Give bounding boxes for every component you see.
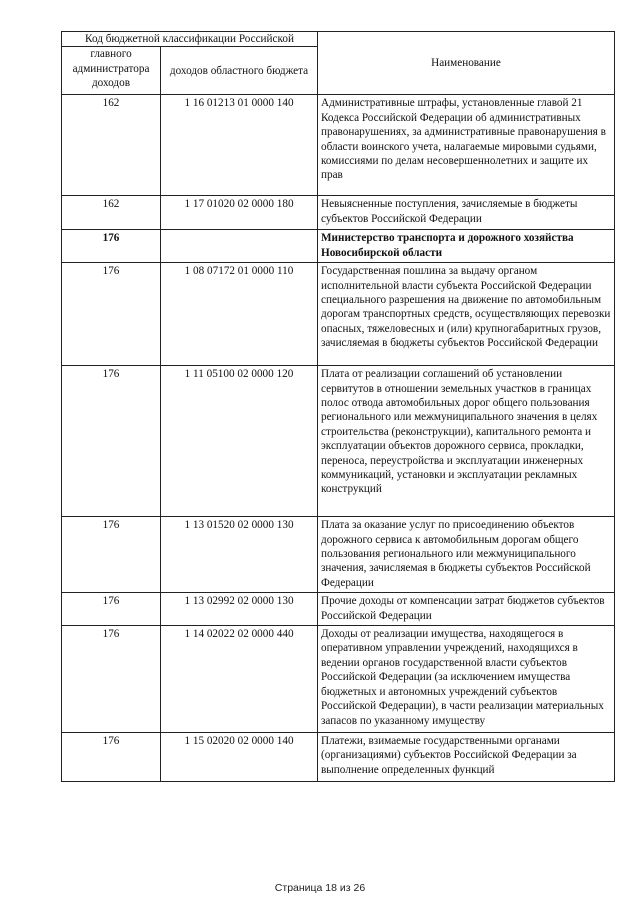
header-group-label: Код бюджетной классификации Российской [62, 32, 318, 47]
table-row-ministry [62, 230, 615, 263]
admin-code-cell: 162 [62, 196, 161, 230]
table-header [62, 32, 615, 95]
table-row [62, 95, 615, 196]
income-code-cell: 1 11 05100 02 0000 120 [161, 366, 318, 517]
admin-code-cell: 162 [62, 95, 161, 196]
admin-code-cell: 176 [62, 366, 161, 517]
income-code-cell: 1 16 01213 01 0000 140 [161, 95, 318, 196]
admin-code-cell: 176 [62, 230, 161, 263]
header-code-column: доходов областного бюджета [161, 47, 318, 95]
income-code-cell: 1 13 01520 02 0000 130 [161, 517, 318, 593]
income-name-cell: Платежи, взимаемые государственными органами (организациями) субъектов Российской Федерации за выполнение определенных функций [318, 733, 615, 782]
admin-code-cell: 176 [62, 733, 161, 782]
header-name-column: Наименование [318, 32, 615, 95]
admin-code-cell: 176 [62, 517, 161, 593]
table-row [62, 366, 615, 517]
page-number-footer: Страница 18 из 26 [274, 882, 366, 894]
table-row [62, 733, 615, 782]
income-code-cell: 1 15 02020 02 0000 140 [161, 733, 318, 782]
income-code-cell: 1 17 01020 02 0000 180 [161, 196, 318, 230]
table-row [62, 263, 615, 366]
income-code-cell: 1 13 02992 02 0000 130 [161, 593, 318, 626]
budget-classification-table [61, 31, 615, 782]
income-name-cell: Невыясненные поступления, зачисляемые в бюджеты субъектов Российской Федерации [318, 196, 615, 230]
income-name-cell: Доходы от реализации имущества, находящегося в оперативном управлении учреждений, находящихся в ведении органов государственной власти субъектов Российской Федерации (за исключением имущества бюджетных и автономных учреждений субъектов Российской Федерации), в части реализации материальных запасов по указанному имуществу [318, 626, 615, 733]
income-name-cell: Административные штрафы, установленные главой 21 Кодекса Российской Федерации об административных правонарушениях, за административные правонарушения в области воинского учета, налагаемые мировыми судьями, комиссиями по делам несовершеннолетних и защите их прав [318, 95, 615, 196]
admin-code-cell: 176 [62, 593, 161, 626]
income-code-cell: 1 14 02022 02 0000 440 [161, 626, 318, 733]
admin-code-cell: 176 [62, 626, 161, 733]
ministry-name-cell: Министерство транспорта и дорожного хозяйства Новосибирской области [318, 230, 615, 263]
income-name-cell: Плата за оказание услуг по присоединению объектов дорожного сервиса к автомобильным дорогам общего пользования регионального или межмуниципального значения, зачисляемая в бюджеты субъектов Российской Федерации [318, 517, 615, 593]
table-row [62, 196, 615, 230]
income-code-cell [161, 230, 318, 263]
header-admin-column: главного администратора доходов [62, 47, 161, 95]
table-row [62, 517, 615, 593]
table-row [62, 593, 615, 626]
income-name-cell: Прочие доходы от компенсации затрат бюджетов субъектов Российской Федерации [318, 593, 615, 626]
admin-code-cell: 176 [62, 263, 161, 366]
table-body [62, 95, 615, 782]
income-name-cell: Государственная пошлина за выдачу органом исполнительной власти субъекта Российской Федерации специального разрешения на движение по автомобильным дорогам транспортных средств, осуществляющих перевозки опасных, тяжеловесных и (или) крупногабаритных грузов, зачисляемая в бюджеты субъектов Российской Федерации [318, 263, 615, 366]
table-row [62, 626, 615, 733]
income-code-cell: 1 08 07172 01 0000 110 [161, 263, 318, 366]
income-name-cell: Плата от реализации соглашений об установлении сервитутов в отношении земельных участков в границах полос отвода автомобильных дорог общего пользования регионального или межмуниципального значения в целях строительства (реконструкции), капитального ремонта и эксплуатации объектов дорожного сервиса, прокладки, переноса, переустройства и эксплуатации инженерных коммуникаций, установки и эксплуатации рекламных конструкций [318, 366, 615, 517]
